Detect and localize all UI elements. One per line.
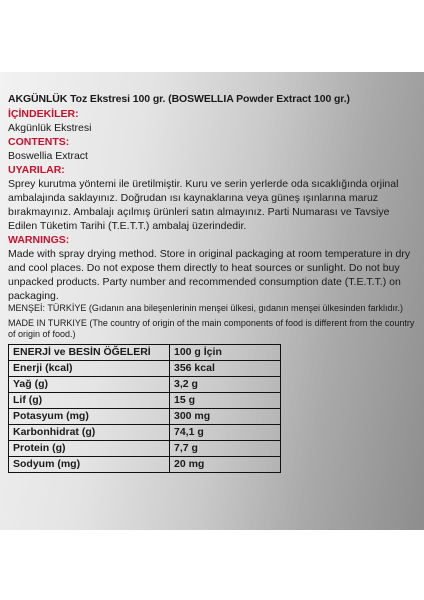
nutrient-value: 20 mg — [170, 456, 281, 472]
table-row — [9, 360, 281, 376]
nutrient-column-header: ENERJİ ve BESİN ÖĞELERİ — [9, 344, 170, 360]
nutrient-name: Karbonhidrat (g) — [9, 424, 170, 440]
ingredients-tr-header: İÇİNDEKİLER: — [8, 108, 79, 120]
contents-en-header: CONTENTS: — [8, 136, 70, 148]
per-100g-column-header: 100 g İçin — [170, 344, 281, 360]
origin-en: MADE IN TURKIYE (The country of origin of the main components of food is different from the country of origin of food.) — [8, 317, 415, 339]
nutrient-value: 74,1 g — [170, 424, 281, 440]
nutrient-name: Protein (g) — [9, 440, 170, 456]
warnings-tr-text: Sprey kurutma yöntemi ile üretilmiştir. Kuru ve serin yerlerde oda sıcaklığında orjinal ambalajında saklayınız. Doğrudan ısı kaynaklarına veya güneş ışınlarına maruz bırakmayınız. Ambalajı açılmış ürünleri satın almayınız. Parti Numarası ve Tavsiye Edilen Tüketim Tarihi (T.E.T.T.) ambalaj üzerindedir. — [8, 178, 399, 232]
nutrient-value: 3,2 g — [170, 376, 281, 392]
ingredients-tr-text: Akgünlük Ekstresi — [8, 122, 92, 134]
nutrient-value: 15 g — [170, 392, 281, 408]
warnings-en-text: Made with spray drying method. Store in original packaging at room temperature in dry and cool places. Do not expose them directly to heat sources or sunlight. Do not buy unpacked products. Party number and recommended consumption date (T.E.T.T.) on packaging. — [8, 248, 411, 302]
product-label — [8, 92, 420, 473]
nutrient-value: 356 kcal — [170, 360, 281, 376]
table-row — [9, 376, 281, 392]
nutrient-name: Lif (g) — [9, 392, 170, 408]
warnings-en-header: WARNINGS: — [8, 234, 70, 246]
nutrient-name: Yağ (g) — [9, 376, 170, 392]
product-title: AKGÜNLÜK Toz Ekstresi 100 gr. (BOSWELLIA Powder Extract 100 gr.) — [8, 93, 350, 105]
contents-en-text: Boswellia Extract — [8, 150, 88, 162]
warnings-tr-header: UYARILAR: — [8, 164, 65, 176]
nutrient-name: Enerji (kcal) — [9, 360, 170, 376]
nutrient-value: 7,7 g — [170, 440, 281, 456]
nutrition-header-row — [9, 344, 281, 360]
table-row — [9, 408, 281, 424]
table-row — [9, 424, 281, 440]
nutrient-value: 300 mg — [170, 408, 281, 424]
nutrient-name: Potasyum (mg) — [9, 408, 170, 424]
table-row — [9, 392, 281, 408]
nutrient-name: Sodyum (mg) — [9, 456, 170, 472]
nutrition-table — [8, 344, 281, 473]
table-row — [9, 440, 281, 456]
table-row — [9, 456, 281, 472]
origin-tr: MENŞEİ: TÜRKİYE (Gıdanın ana bileşenlerinin menşei ülkesi, gıdanın menşei ülkesinden farklıdır.) — [8, 303, 404, 313]
